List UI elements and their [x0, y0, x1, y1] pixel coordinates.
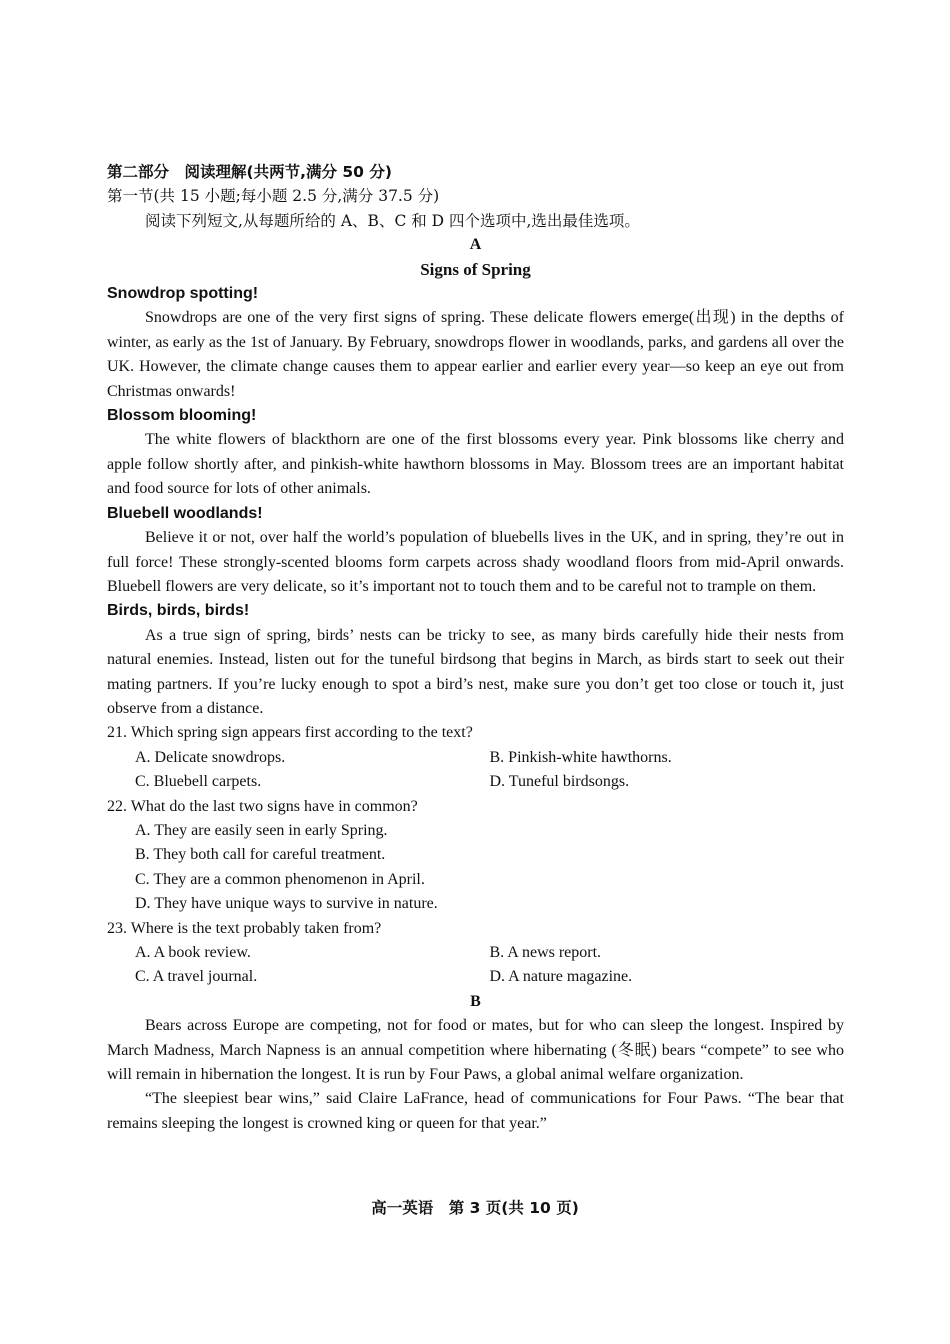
page-content	[107, 160, 844, 1136]
question-21	[107, 721, 844, 794]
option-d: D. Tuneful birdsongs.	[489, 773, 630, 791]
option-c: C. They are a common phenomenon in April.	[135, 870, 425, 888]
option-a: A. They are easily seen in early Spring.	[135, 821, 388, 839]
option-b: B. A news report.	[489, 944, 602, 961]
question-22	[107, 795, 844, 917]
page-footer: 高一英语 第 3 页(共 10 页)	[371, 1199, 579, 1217]
section-heading-snowdrop: Snowdrop spotting!	[107, 285, 259, 303]
passage-a-title: Signs of Spring	[420, 259, 531, 279]
section-text-bluebell: Believe it or not, over half the world’s population of bluebells lives in the UK, and in spring, they’re out in full force! These strongly-scented blooms form carpets across shady woodland floors from mid-April onwards. Bluebell flowers are very delicate, so it’s important not to touch them and to be careful not to trample on them.	[107, 529, 844, 595]
question-23	[107, 917, 844, 990]
section-text-blossom: The white flowers of blackthorn are one of the first blossoms every year. Pink blossoms like cherry and apple follow shortly after, and pinkish-white hawthorn blossoms in May. Blossom trees are an important habitat and food source for lots of other animals.	[107, 431, 844, 498]
section-heading-birds: Birds, birds, birds!	[107, 602, 250, 620]
option-b: B. They both call for careful treatment.	[135, 846, 386, 864]
option-a: A. Delicate snowdrops.	[135, 748, 286, 766]
passage-b-paragraph-1: Bears across Europe are competing, not for food or mates, but for who can sleep the longest. Inspired by March Madness, March Napness is an annual competition where hibernating (冬眠) bears “compete” to see who will remain in hibernation the longest. It is run by Four Paws, a global animal welfare organization.	[107, 1017, 844, 1084]
section-heading-bluebell: Bluebell woodlands!	[107, 504, 263, 522]
question-stem: 23. Where is the text probably taken from?	[107, 919, 382, 937]
passage-b-letter: B	[470, 992, 481, 1010]
option-c: C. Bluebell carpets.	[135, 773, 262, 791]
passage-a-letter: A	[469, 236, 482, 254]
instruction: 阅读下列短文,从每题所给的 A、B、C 和 D 四个选项中,选出最佳选项。	[145, 211, 640, 230]
section-heading-blossom: Blossom blooming!	[107, 407, 257, 425]
option-b: B. Pinkish-white hawthorns.	[489, 748, 672, 766]
question-stem: 22. What do the last two signs have in common?	[107, 797, 418, 815]
option-c: C. A travel journal.	[135, 968, 258, 986]
section-text-snowdrop: Snowdrops are one of the very first signs of spring. These delicate flowers emerge(出现) in the depths of winter, as early as the 1st of January. By February, snowdrops flower in woodlands, parks, and gardens all over the UK. However, the climate change causes them to appear earlier and earlier every year—so keep an eye out from Christmas onwards!	[107, 309, 844, 400]
option-d: D. They have unique ways to survive in nature.	[135, 895, 438, 913]
part-heading: 第二部分 阅读理解(共两节,满分 50 分)	[107, 163, 392, 181]
question-stem: 21. Which spring sign appears first according to the text?	[107, 724, 473, 742]
option-a: A. A book review.	[135, 944, 251, 961]
section-text-birds: As a true sign of spring, birds’ nests can be tricky to see, as many birds carefully hide their nests from natural enemies. Instead, listen out for the tuneful birdsong that begins in March, as birds start to seek out their mating partners. If you’re lucky enough to spot a bird’s nest, make sure you don’t get too close or touch it, just observe from a distance.	[107, 626, 844, 717]
option-d: D. A nature magazine.	[489, 968, 633, 986]
passage-b-paragraph-2: “The sleepiest bear wins,” said Claire LaFrance, head of communications for Four Paws. “The bear that remains sleeping the longest is crowned king or queen for that year.”	[107, 1090, 844, 1132]
section-heading: 第一节(共 15 小题;每小题 2.5 分,满分 37.5 分)	[107, 187, 440, 206]
